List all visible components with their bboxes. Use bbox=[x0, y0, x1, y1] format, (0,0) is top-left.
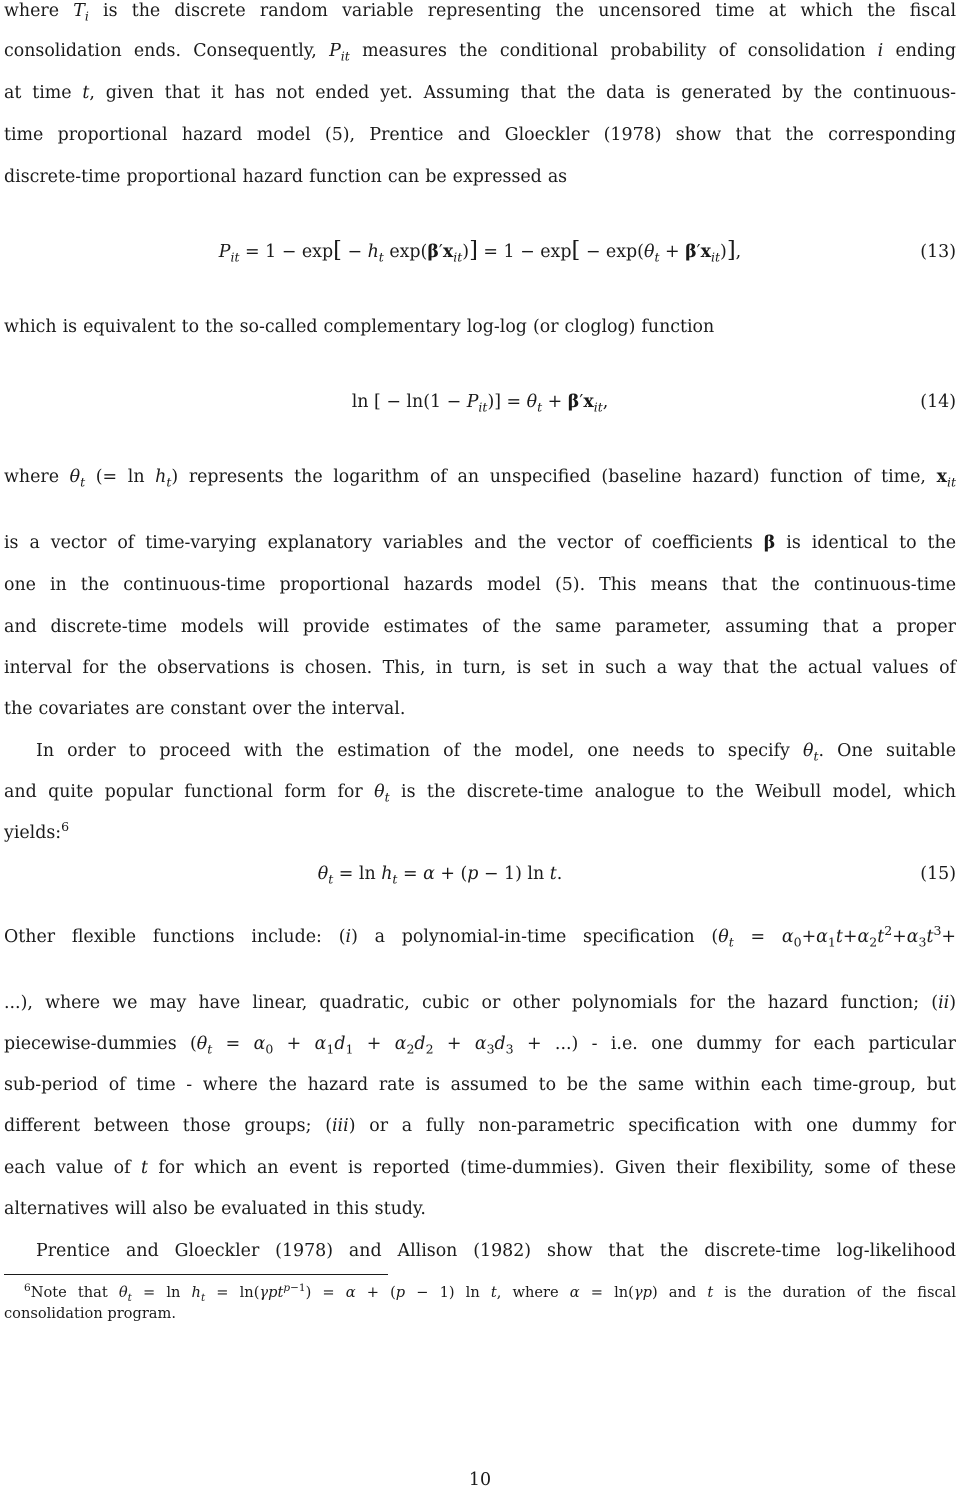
text-line-14: and quite popular functional form for $\theta_t$ is the discrete-time analogue to the Weibull model, which bbox=[4, 782, 956, 805]
footnote-rule bbox=[4, 1274, 388, 1275]
text-line-4: time proportional hazard model (5), Prentice and Gloeckler (1978) show that the corresponding bbox=[4, 125, 956, 145]
text-line-22: alternatives will also be evaluated in this study. bbox=[4, 1199, 426, 1219]
text-line-11: interval for the observations is chosen. This, in turn, is set in such a way that the actual values of bbox=[4, 658, 956, 678]
text-line-13: In order to proceed with the estimation of the model, one needs to specify $\theta_t$. One suitable bbox=[36, 741, 956, 764]
text-line-15: yields:$^6$ bbox=[4, 819, 70, 843]
text-line-1: where $T_i$ is the discrete random variable representing the uncensored time at which the fiscal bbox=[4, 1, 957, 24]
text-line-2: consolidation ends. Consequently, $P_{it}$ measures the conditional probability of consolidation i ending bbox=[4, 41, 956, 64]
text-line-12: the covariates are constant over the interval. bbox=[4, 699, 406, 719]
equation-14: ln [ − $\ln(1 - P_{it})] = \theta_t + \beta'x_{it}$, bbox=[351, 392, 609, 415]
equation-13-number: (13) bbox=[920, 242, 956, 262]
equation-13: $P_{it} = 1 - \exp[ - h_t$ $\exp(\beta'x_{it})] = 1 - \exp[ - \exp(\theta_t + \beta'x_{it})]$, bbox=[218, 237, 742, 265]
text-line-5: discrete-time proportional hazard function can be expressed as bbox=[4, 167, 568, 187]
text-line-17: ...), where we may have linear, quadratic, cubic or other polynomials for the hazard function; (ii) bbox=[4, 993, 956, 1013]
text-line-7: where $\theta_t$ (= $\ln h_t$) represents the logarithm of an unspecified (baseline hazard) function of time, $x_{it}$ bbox=[4, 467, 957, 490]
equation-15: $\theta_t = \ln h_t = \alpha + (p - 1)$ ln t. bbox=[317, 864, 563, 887]
equation-15-number: (15) bbox=[920, 864, 956, 884]
text-line-8: is a vector of time-varying explanatory variables and the vector of coefficients β is identical to the bbox=[4, 533, 956, 553]
text-line-23: Prentice and Gloeckler (1978) and Allison (1982) show that the discrete-time log-likelihood bbox=[36, 1241, 956, 1261]
text-line-16: Other flexible functions include: (i) a polynomial-in-time specification ($\theta_t = \alpha_0+\alpha_1t+\alpha_2t^2+\alpha_3t^3+$ bbox=[4, 923, 956, 950]
text-line-19: sub-period of time - where the hazard rate is assumed to be the same within each time-group, but bbox=[4, 1075, 956, 1095]
page-number: 10 bbox=[468, 1470, 492, 1490]
equation-14-number: (14) bbox=[920, 392, 956, 412]
text-line-9: one in the continuous-time proportional hazards model (5). This means that the continuous-time bbox=[4, 575, 956, 595]
text-line-21: each value of t for which an event is reported (time-dummies). Given their flexibility, some of these bbox=[4, 1158, 957, 1178]
text-line-6: which is equivalent to the so-called complementary log-log (or cloglog) function bbox=[4, 317, 715, 337]
text-line-20: different between those groups; (iii) or a fully non-parametric specification with one dummy for bbox=[4, 1116, 956, 1136]
text-line-18: piecewise-dummies ($\theta_t = \alpha_0 + \alpha_1d_1 + \alpha_2d_2 + \alpha_3d_3$ + ...) - i.e. one dummy for each particular bbox=[4, 1034, 956, 1057]
footnote-line-2: consolidation program. bbox=[4, 1305, 176, 1322]
text-line-3: at time t, given that it has not ended yet. Assuming that the data is generated by the continuous- bbox=[4, 83, 957, 103]
footnote-line-1: $^6$Note that $\theta_t = \ln h_t = \ln(\gamma pt^{p-1}) = \alpha + (p - 1)$ ln t, where α = ln(γp) and t is the duration of the fiscal bbox=[24, 1282, 956, 1304]
text-line-10: and discrete-time models will provide estimates of the same parameter, assuming that a proper bbox=[4, 617, 956, 637]
